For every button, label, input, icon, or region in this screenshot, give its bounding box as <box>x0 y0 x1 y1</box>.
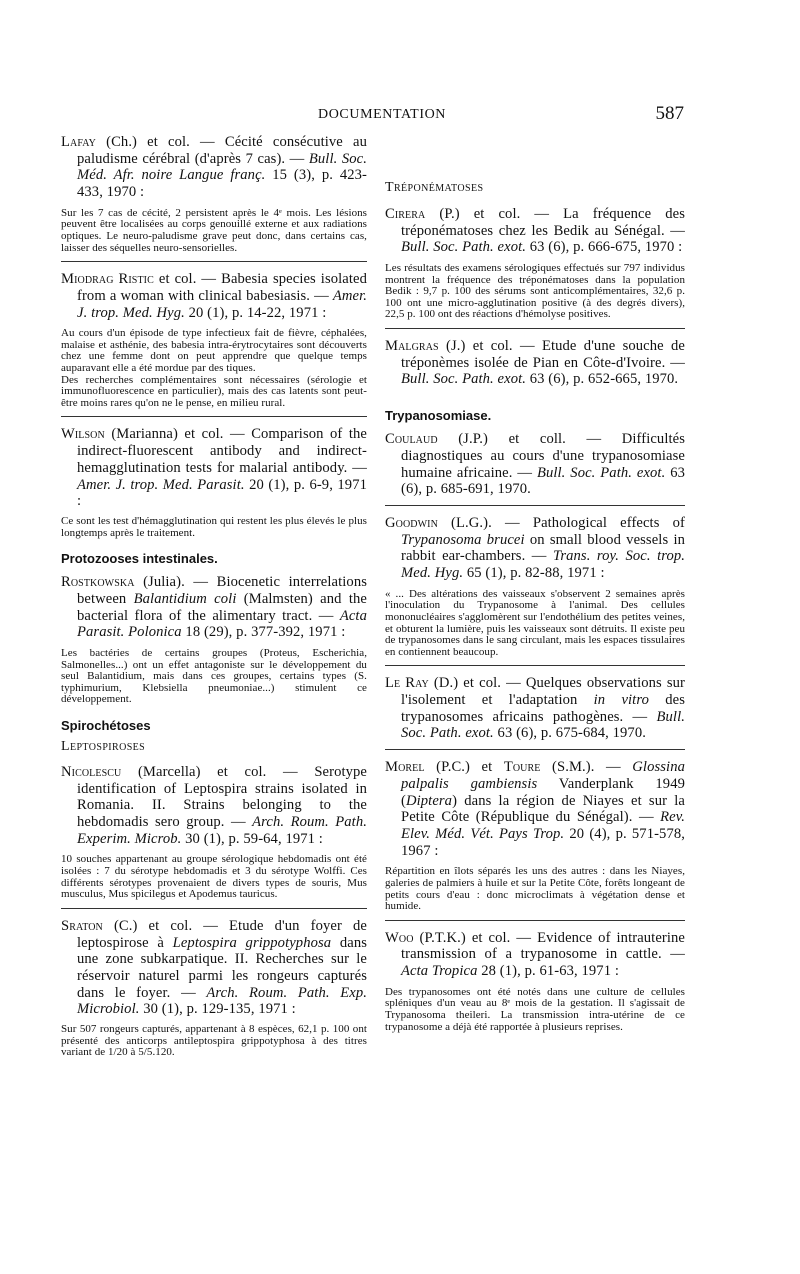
abstract: Sur les 7 cas de cécité, 2 persistent après le 4ᵉ mois. Les lésions peuvent être localisées au corps genouillé externe et aux radiations optiques. Le neuro-paludisme grave peut donc, dans certains cas, laisser des séquelles neuro-sensorielles. <box>61 206 367 254</box>
page-number: 587 <box>655 103 684 124</box>
citation: Sraton (C.) et col. — Etude d'un foyer de leptospirose à Leptospira grippotyphosa dans une zone subkarpatique. II. Recherches sur le réservoir naturel parmi les rongeurs capturés dans le foyer. — Arch. Roum. Path. Exp. Microbiol. 30 (1), p. 129-135, 1971 : <box>61 917 368 1018</box>
entry-lafay <box>61 134 367 254</box>
entry-sraton <box>61 918 367 1059</box>
citation: Cirera (P.) et col. — La fréquence des tréponématoses chez les Bedik au Sénégal. — Bull. Soc. Path. exot. 63 (6), p. 666-675, 1970 : <box>385 206 685 256</box>
entry-goodwin <box>385 515 685 658</box>
author: Malgras <box>385 338 439 355</box>
subsection-heading: Tréponématoses <box>385 180 484 195</box>
journal: Bull. Soc. Path. exot. <box>401 708 685 742</box>
author: Woo <box>385 929 414 946</box>
citation: Lafay (Ch.) et col. — Cécité consécutive au paludisme cérébral (d'après 7 cas). — Bull. Soc. Méd. Afr. noire Langue franç. 15 (3), p. 423-433, 1970 : <box>61 134 367 201</box>
species: Balantidium coli <box>133 590 237 607</box>
journal: Acta Parasit. Polonica <box>77 607 367 641</box>
author: Le Ray <box>385 675 429 692</box>
subsection-heading: Leptospiroses <box>61 738 146 754</box>
running-head <box>0 103 800 130</box>
entry-cirera <box>385 206 685 321</box>
entry-nicolescu <box>61 764 367 901</box>
entry-coulaud <box>385 431 685 498</box>
abstract: Ce sont les test d'hémagglutination qui restent les plus élevés le plus longtemps après le traitement. <box>61 514 367 539</box>
divider <box>385 505 685 506</box>
citation: Woo (P.T.K.) et col. — Evidence of intrauterine transmission of a trypanosome in cattle. — Acta Tropica 28 (1), p. 61-63, 1971 : <box>385 929 685 980</box>
citation: Morel (P.C.) et Toure (S.M.). — Glossina palpalis gambiensis Vanderplank 1949 (Diptera) dans la région de Niayes et sur la Petite Côte (République du Sénégal). — Rev. Elev. Méd. Vét. Pays Trop. 20 (4), p. 571-578, 1967 : <box>385 759 686 859</box>
abstract: Des trypanosomes ont été notés dans une culture de cellules spléniques d'un veau au 8ᵉ mois de la gestation. Il s'agissait de Trypanosoma theileri. La transmission intra-utérine de ce trypanosome a déjà été rapportée à plusieurs reprises. <box>385 985 685 1033</box>
entry-morel-toure <box>385 759 685 913</box>
author: Rostkowska <box>61 574 135 591</box>
journal: Arch. Roum. Path. Experim. Microb. <box>77 814 367 847</box>
citation: Goodwin (L.G.). — Pathological effects of Trypanosoma brucei on small blood vessels in rabbit ear-chambers. — Trans. roy. Soc. trop. Med. Hyg. 65 (1), p. 82-88, 1971 : <box>385 515 686 582</box>
divider <box>385 749 685 750</box>
journal: Acta Tropica <box>401 963 478 980</box>
author: Lafay <box>61 134 96 150</box>
species: Leptospira grippotyphosa <box>172 934 332 951</box>
journal: Arch. Roum. Path. Exp. Microbiol. <box>77 984 367 1018</box>
author: Sraton <box>61 917 103 934</box>
author: Morel <box>385 759 425 776</box>
author: Cirera <box>385 206 426 222</box>
entry-malgras <box>385 338 685 388</box>
entry-ristic <box>61 271 367 409</box>
divider <box>385 665 685 666</box>
abstract: 10 souches appartenant au groupe sérologique hebdomadis ont été isolées : 7 du sérotype hebdomadis et 3 du sérotype Wolffi. Ces différents sérotypes provenaient de divers types de souris, Mus musculus, Mus spicilegus et Apodemus tauricus. <box>61 853 367 901</box>
entry-rostkowska <box>61 574 367 706</box>
entry-woo <box>385 930 685 1033</box>
running-head-title: DOCUMENTATION <box>318 107 447 122</box>
abstract: « ... Des altérations des vaisseaux s'observent 2 semaines après l'inoculation du Trypanosome à l'animal. Des cellules mononucléaires s'agglomèrent sur l'endothélium des petites veines, et obturent la lumière, puis les vaisseaux sont détruits. Il existe peu de trypanosomes dans le sang circulant, mais les espaces tissulaires en contiennent beaucoup. <box>385 587 685 658</box>
journal: Bull. Soc. Path. exot. <box>536 464 666 481</box>
entry-wilson <box>61 426 367 539</box>
journal: Amer. J. trop. Med. Parasit. <box>77 476 245 493</box>
divider <box>61 908 367 909</box>
species: in vitro <box>593 692 649 709</box>
divider <box>385 920 685 921</box>
citation: Miodrag Ristic et col. — Babesia species isolated from a woman with clinical babesiasis. — Amer. J. trop. Med. Hyg. 20 (1), p. 14-22, 1971 : <box>61 271 367 321</box>
author: Goodwin <box>385 515 438 531</box>
journal: Bull. Soc. Path. exot. <box>401 239 526 256</box>
author: Coulaud <box>385 431 438 448</box>
author: Toure <box>503 759 541 776</box>
citation: Coulaud (J.P.) et coll. — Difficultés diagnostiques au cours d'une trypanosomiase humaine africaine. — Bull. Soc. Path. exot. 63 (6), p. 685-691, 1970. <box>385 431 685 498</box>
journal: Bull. Soc. Méd. Afr. noire Langue franç. <box>77 150 367 184</box>
author: Wilson <box>61 426 105 443</box>
divider <box>385 328 685 329</box>
journal: Bull. Soc. Path. exot. <box>401 371 526 388</box>
abstract: Répartition en îlots séparés les uns des autres : dans les Niayes, galeries de palmiers à huile et sur la Petite Côte, forêts longeant de petits cours d'eau : donc microclimats à végétation dense et humide. <box>385 865 685 913</box>
citation: Malgras (J.) et col. — Etude d'une souche de tréponèmes isolée de Pian en Côte-d'Ivoire. — Bull. Soc. Path. exot. 63 (6), p. 652-665, 1970. <box>385 338 685 388</box>
abstract: Les résultats des examens sérologiques effectués sur 797 individus montrent la fréquence des tréponématoses dans la population Bedik : 9,7 p. 100 des sérums sont anticomplémentaires, 32,6 p. 100 ont une micro-agglutination positive (à des degrés divers), 22,5 p. 100 ont des réactions d'hémolyse positives. <box>385 262 685 321</box>
species: Diptera <box>405 792 453 809</box>
citation: Rostkowska (Julia). — Biocenetic interrelations between Balantidium coli (Malmsten) and the bacterial flora of the alimentary tract. — Acta Parasit. Polonica 18 (29), p. 377-392, 1971 : <box>61 574 367 641</box>
journal: Amer. J. trop. Med. Hyg. <box>77 287 367 321</box>
divider <box>61 416 367 417</box>
citation: Nicolescu (Marcella) et col. — Serotype identification of Leptospira strains isolated in Romania. II. Strains belonging to the hebdomadis sero group. — Arch. Roum. Path. Experim. Microb. 30 (1), p. 59-64, 1971 : <box>61 763 367 847</box>
divider <box>61 261 367 262</box>
abstract: Sur 507 rongeurs capturés, appartenant à 8 espèces, 62,1 p. 100 ont présenté des anticorps antileptospira grippotyphosa à des titres variant de 1/20 à 5/5.120. <box>61 1023 367 1059</box>
citation: Le Ray (D.) et col. — Quelques observations sur l'isolement et l'adaptation in vitro des trypanosomes africains pathogènes. — Bull. Soc. Path. exot. 63 (6), p. 675-684, 1970. <box>385 675 685 742</box>
author: Miodrag Ristic <box>61 271 154 288</box>
journal: Rev. Elev. Méd. Vét. Pays Trop. <box>401 809 685 842</box>
entry-le-ray <box>385 675 685 742</box>
species: Glossina palpalis gambiensis <box>401 759 685 792</box>
journal: Trans. roy. Soc. trop. Med. Hyg. <box>401 548 686 582</box>
section-heading: Protozooses intestinales. <box>61 551 218 567</box>
right-column <box>385 134 685 1033</box>
section-heading: Trypanosomiase. <box>385 408 492 424</box>
abstract-continued: Des recherches complémentaires sont nécessaires (sérologie et immunofluorescence en particulier), mais des cas latents sont peut-être moins rares qu'on ne le pense, en milieu rural. <box>61 373 367 409</box>
species: Trypanosoma brucei <box>401 531 525 548</box>
author: Nicolescu <box>61 763 122 780</box>
abstract: Les bactéries de certains groupes (Proteus, Escherichia, Salmonelles...) ont un effet antagoniste sur le développement du seul Balantidium, mais dans ces groupes, certains types (S. typhimurium, Klebsiella pneumoniae...) stimulent ce développement. <box>61 646 367 706</box>
abstract: Au cours d'un épisode de type infectieux fait de fièvre, céphalées, malaise et asthénie, des babesia intra-érytrocytaires sont découverts chez une femme dont on peut apprendre que quelque temps auparavant elle a été mordue par des tiques. <box>61 327 367 375</box>
section-heading: Spirochétoses <box>61 717 151 733</box>
citation: Wilson (Marianna) et col. — Comparison of the indirect-fluorescent antibody and indirect-hemagglutination tests for malarial antibody. — Amer. J. trop. Med. Parasit. 20 (1), p. 6-9, 1971 : <box>61 426 367 510</box>
left-column <box>61 134 367 1059</box>
